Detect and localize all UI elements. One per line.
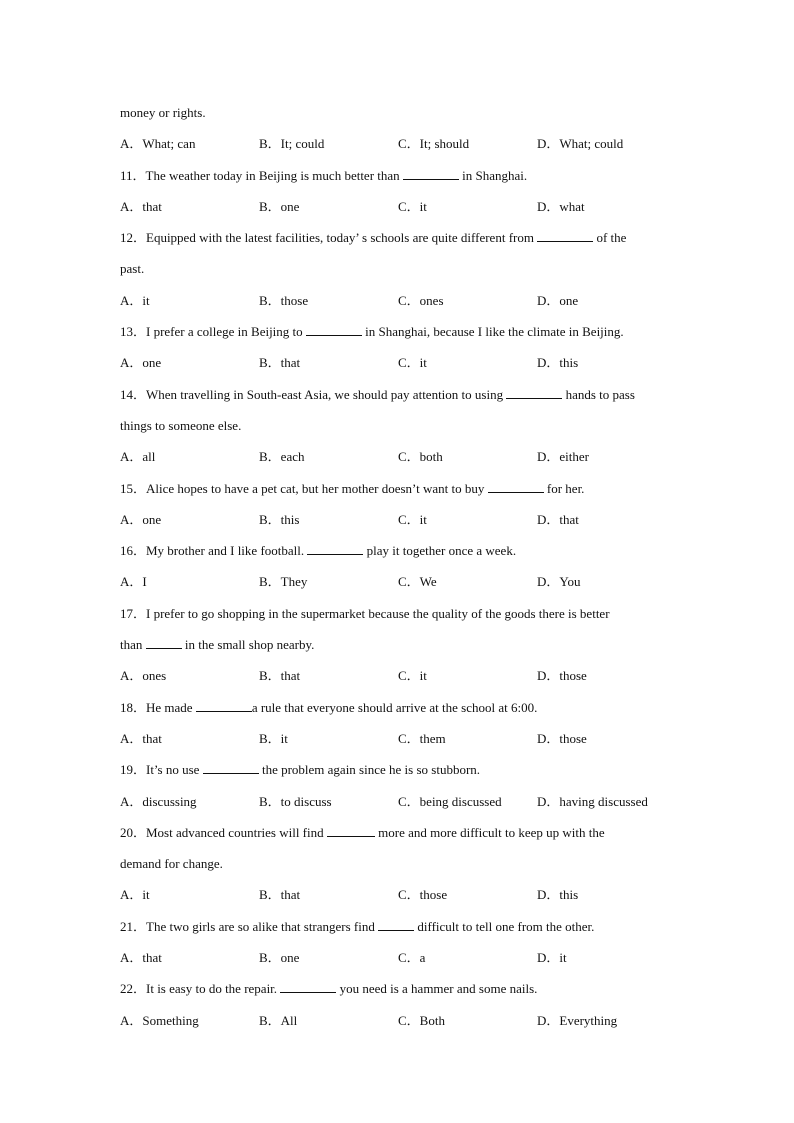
option-b: B．it <box>259 730 288 746</box>
question-14: 14．When travelling in South-east Asia, we should pay attention to using hands to pass <box>120 386 635 402</box>
options-19 <box>120 791 680 822</box>
option-d: D．What; could <box>537 136 624 152</box>
option-c: C．It; should <box>398 136 470 152</box>
question-12-continuation: past. <box>120 261 145 277</box>
option-d: D．You <box>537 574 581 590</box>
options-17 <box>120 665 680 696</box>
option-d: D．those <box>537 668 587 684</box>
option-b: B．that <box>259 887 301 903</box>
option-b: B．that <box>259 668 301 684</box>
answer-blank <box>506 386 562 399</box>
answer-blank <box>306 323 362 336</box>
option-b: B．that <box>259 355 301 371</box>
question-11: 11．The weather today in Beijing is much better than in Shanghai. <box>120 167 528 183</box>
option-c: C．a <box>398 950 426 966</box>
option-a: A．one <box>120 355 162 371</box>
question-20-continuation: demand for change. <box>120 856 223 872</box>
option-c: C．them <box>398 730 446 746</box>
option-d: D．Everything <box>537 1012 618 1028</box>
option-a: A．What; can <box>120 136 196 152</box>
answer-blank <box>378 918 414 931</box>
option-b: B．this <box>259 511 300 527</box>
option-b: B．They <box>259 574 308 590</box>
answer-blank <box>203 761 259 774</box>
question-14-continuation: things to someone else. <box>120 417 242 433</box>
option-c: C．it <box>398 355 427 371</box>
option-d: D．having discussed <box>537 793 648 809</box>
question-16: 16．My brother and I like football. play it together once a week. <box>120 543 517 559</box>
option-d: D．either <box>537 449 589 465</box>
answer-blank <box>146 636 182 649</box>
options-13 <box>120 352 680 383</box>
option-a: A．it <box>120 292 150 308</box>
question-20: 20．Most advanced countries will find more and more difficult to keep up with the <box>120 824 605 840</box>
answer-blank <box>307 542 363 555</box>
question-18: 18．He made a rule that everyone should arrive at the school at 6:00. <box>120 699 538 715</box>
option-a: A．that <box>120 730 162 746</box>
option-c: C．those <box>398 887 448 903</box>
options-21 <box>120 947 680 978</box>
options-12 <box>120 290 680 321</box>
option-a: A．discussing <box>120 793 197 809</box>
option-d: D．that <box>537 511 579 527</box>
option-a: A．one <box>120 511 162 527</box>
options-18 <box>120 728 680 759</box>
answer-blank <box>403 167 459 180</box>
question-15: 15．Alice hopes to have a pet cat, but her mother doesn’t want to buy for her. <box>120 480 585 496</box>
option-a: A．that <box>120 198 162 214</box>
option-c: C．ones <box>398 292 444 308</box>
answer-blank <box>537 229 593 242</box>
question-22: 22．It is easy to do the repair. you need is a hammer and some nails. <box>120 981 538 997</box>
option-b: B．It; could <box>259 136 325 152</box>
answer-blank <box>327 824 375 837</box>
option-b: B．to discuss <box>259 793 332 809</box>
option-a: A．ones <box>120 668 167 684</box>
option-a: A．Something <box>120 1012 199 1028</box>
answer-blank <box>196 699 252 712</box>
question-12: 12．Equipped with the latest facilities, today’ s schools are quite different from of the <box>120 230 627 246</box>
question-17-continuation: than in the small shop nearby. <box>120 637 315 653</box>
option-c: C．being discussed <box>398 793 502 809</box>
option-b: B．one <box>259 950 300 966</box>
option-c: C．Both <box>398 1012 445 1028</box>
option-d: D．what <box>537 198 585 214</box>
option-a: A．I <box>120 574 147 590</box>
option-c: C．it <box>398 511 427 527</box>
option-b: B．those <box>259 292 309 308</box>
option-c: C．both <box>398 449 443 465</box>
option-c: C．it <box>398 668 427 684</box>
options-10 <box>120 133 680 164</box>
option-d: D．it <box>537 950 567 966</box>
question-13: 13．I prefer a college in Beijing to in Shanghai, because I like the climate in Beijing. <box>120 324 624 340</box>
option-b: B．one <box>259 198 300 214</box>
question-19: 19．It’s no use the problem again since he is so stubborn. <box>120 762 481 778</box>
option-b: B．All <box>259 1012 298 1028</box>
answer-blank <box>280 980 336 993</box>
question-17: 17．I prefer to go shopping in the supermarket because the quality of the goods there is better <box>120 605 610 621</box>
options-16 <box>120 571 680 602</box>
option-d: D．those <box>537 730 587 746</box>
option-b: B．each <box>259 449 305 465</box>
options-22 <box>120 1010 680 1041</box>
question-list <box>120 102 680 1041</box>
options-14 <box>120 446 680 477</box>
question-21: 21．The two girls are so alike that strangers find difficult to tell one from the other. <box>120 918 595 934</box>
options-20 <box>120 884 680 915</box>
answer-blank <box>488 480 544 493</box>
option-d: D．one <box>537 292 579 308</box>
option-a: A．all <box>120 449 156 465</box>
option-a: A．it <box>120 887 150 903</box>
options-11 <box>120 196 680 227</box>
option-d: D．this <box>537 355 579 371</box>
option-c: C．We <box>398 574 437 590</box>
option-c: C．it <box>398 198 427 214</box>
question-10-continuation: money or rights. <box>120 105 206 120</box>
option-a: A．that <box>120 950 162 966</box>
options-15 <box>120 509 680 540</box>
option-d: D．this <box>537 887 579 903</box>
